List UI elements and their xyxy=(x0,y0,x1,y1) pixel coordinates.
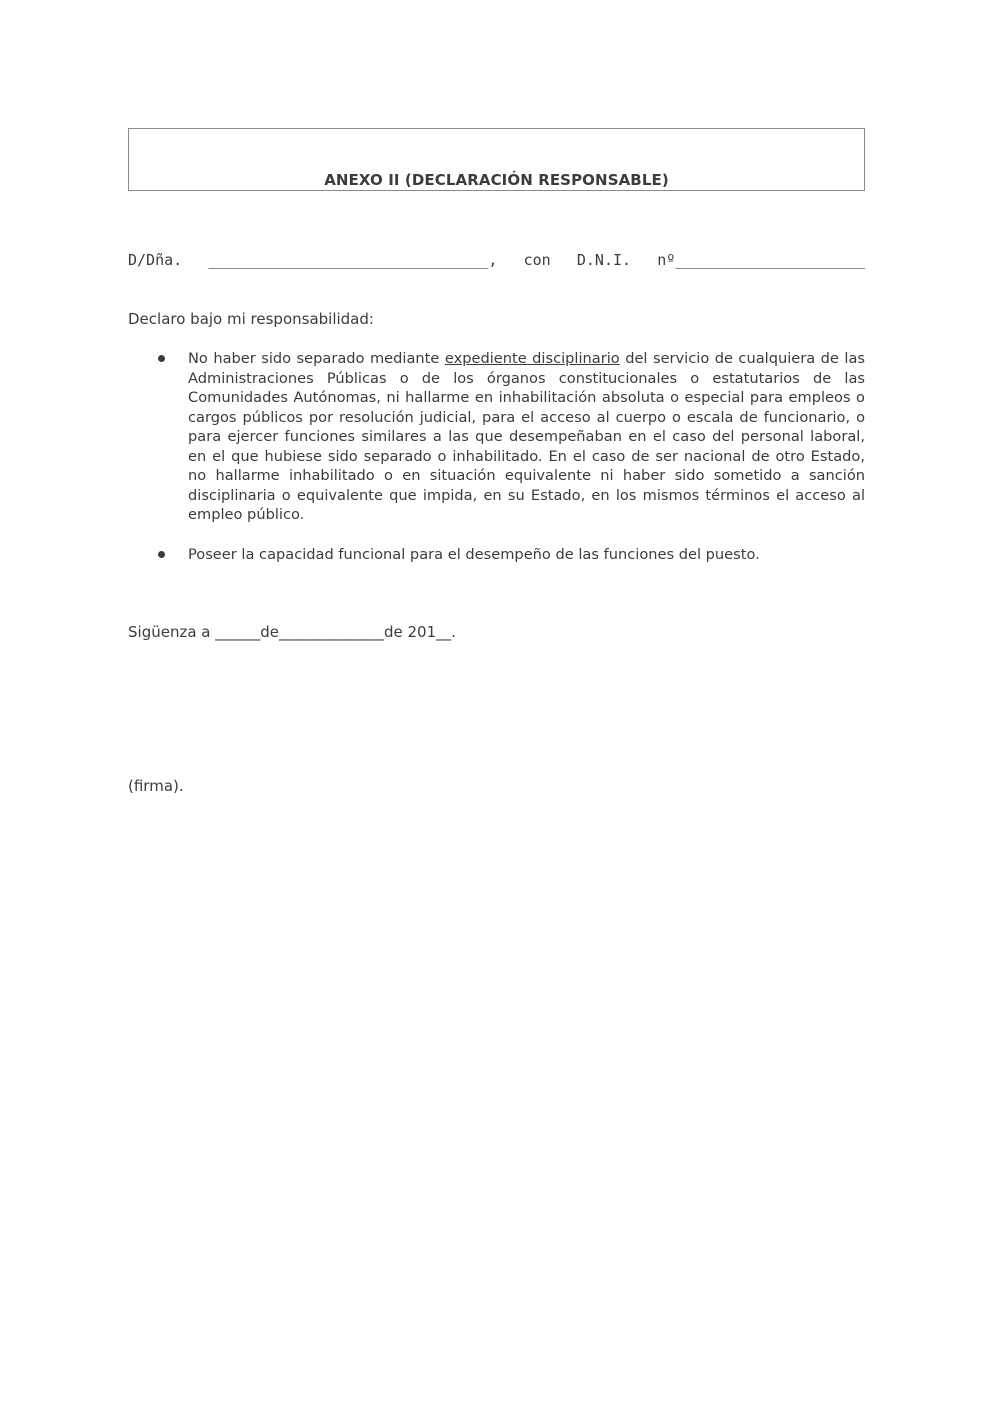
item-text-before: No haber sido separado mediante xyxy=(188,350,445,367)
place-date-line: Sigüenza a ______de______________de 201__. xyxy=(128,623,456,641)
bullet-icon xyxy=(158,355,165,362)
name-label: D/Dña. xyxy=(128,251,183,269)
signature-label: (firma). xyxy=(128,777,184,795)
list-item xyxy=(128,349,865,525)
item-text-underlined: expediente disciplinario xyxy=(444,350,620,367)
bullet-icon xyxy=(158,551,165,558)
document-title: ANEXO II (DECLARACIÓN RESPONSABLE) xyxy=(324,171,669,189)
dni-label: D.N.I. xyxy=(576,251,632,269)
identity-line xyxy=(128,250,865,270)
declaration-list xyxy=(128,349,865,564)
item-text-after: del servicio de cualquiera de las Administraciones Públicas o de los órganos constitucionales o estatutarios de las Comunidades Autónomas, ni hallarme en inhabilitación absoluta o especial para empleos o cargos públicos por resolución judicial, para el acceso al cuerpo o escala de funcionario, o para ejercer funciones similares a las que desempeñaban en el caso del personal laboral, en el que hubiese sido separado o inhabilitado. En el caso de ser nacional de otro Estado, no hallarme inhabilitado o en situación equivalente ni haber sido sometido a sanción disciplinaria o equivalente que impida, en su Estado, en los mismos términos el acceso al empleo público. xyxy=(188,350,865,523)
document-page xyxy=(128,0,865,1403)
dni-connector: con xyxy=(523,251,551,269)
title-box xyxy=(128,128,865,191)
declaration-intro: Declaro bajo mi responsabilidad: xyxy=(128,310,374,328)
dni-number-blank: nº_____________________ xyxy=(657,251,865,269)
item-text-before: Poseer la capacidad funcional para el desempeño de las funciones del puesto. xyxy=(188,545,760,563)
name-blank: _______________________________, xyxy=(208,251,498,269)
list-item xyxy=(128,545,865,565)
